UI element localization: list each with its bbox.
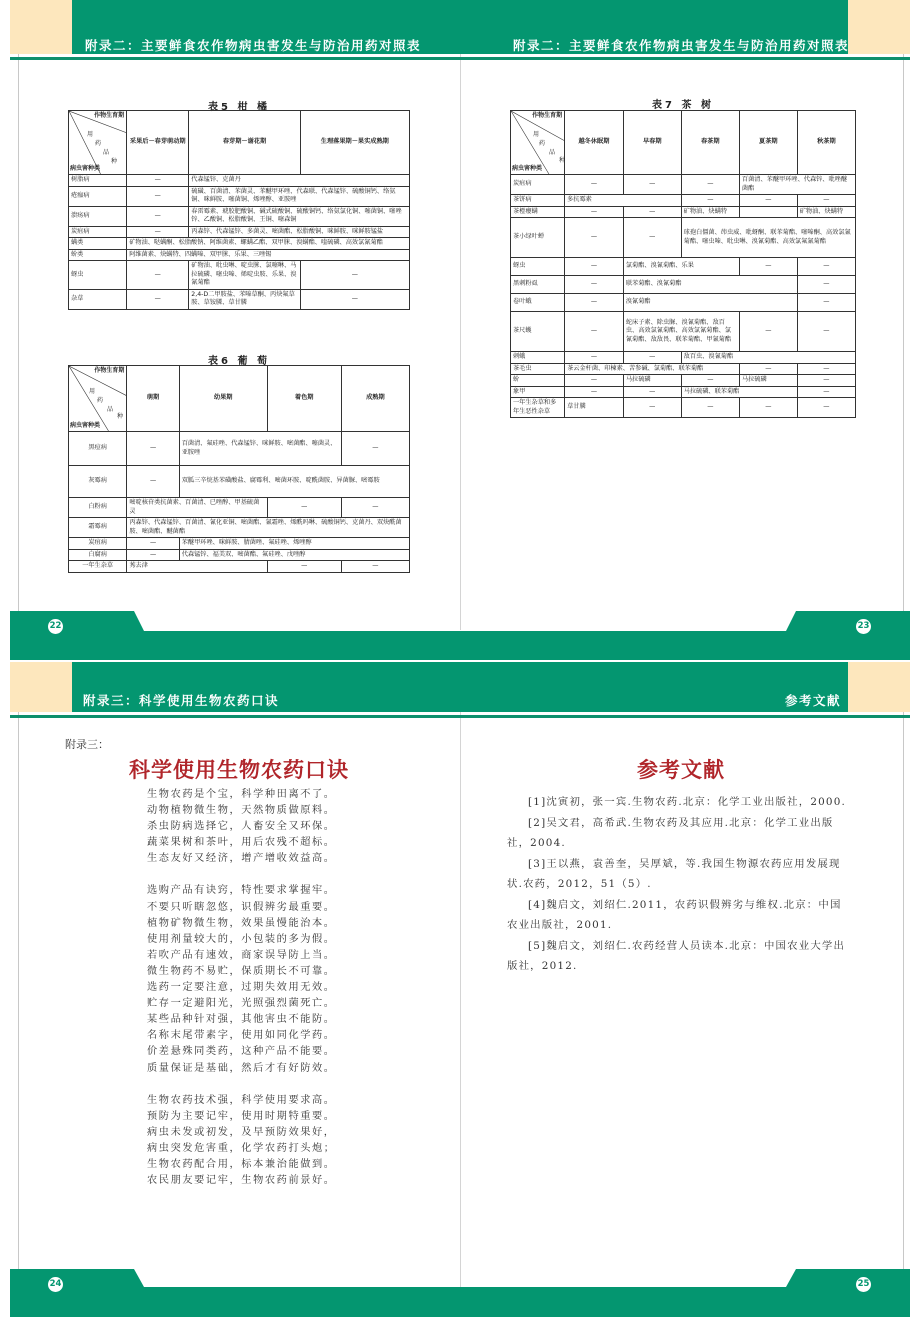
table-row bbox=[511, 352, 856, 364]
table-row bbox=[69, 261, 410, 290]
table7-corner-header bbox=[511, 111, 565, 175]
cell: — bbox=[623, 206, 681, 218]
pest-cell: 黑刺粉虱 bbox=[511, 276, 565, 294]
verse-line: 选药一定要注意，过期失效用无效。 bbox=[147, 982, 336, 994]
cell: — bbox=[565, 218, 624, 258]
cell: — bbox=[797, 398, 855, 418]
cell: — bbox=[267, 561, 341, 573]
cell: — bbox=[797, 276, 855, 294]
cell: — bbox=[565, 276, 624, 294]
verse-line: 选购产品有诀窍，特性要求掌握牢。 bbox=[147, 885, 336, 897]
pest-cell: 蚧 bbox=[511, 375, 565, 387]
pest-cell: 茶尺蠖 bbox=[511, 312, 565, 352]
table-row bbox=[511, 398, 856, 418]
cell: 阿维菌素、炔螨特、四螨嗪、双甲脒、乐果、三唑锡 bbox=[127, 249, 410, 261]
verse-line: 微生物药不易贮，保质期长不可靠。 bbox=[147, 965, 336, 977]
running-header-p25: 参考文献 bbox=[785, 693, 842, 708]
cell: — bbox=[267, 498, 341, 518]
page-number-22: 22 bbox=[48, 619, 63, 634]
cell: 矿物油、吡虫啉、啶虫脒、氯噻啉、马拉硫磷、噻虫嗪、烯啶虫胺、乐果、溴氰菊酯 bbox=[189, 261, 300, 290]
cell: — bbox=[681, 175, 739, 195]
table-row bbox=[69, 498, 410, 518]
cell: — bbox=[127, 186, 189, 206]
page-number-23: 23 bbox=[856, 619, 871, 634]
verse-line: 生物农药是个宝，科学种田离不了。 bbox=[147, 789, 336, 800]
header-cream-block-right bbox=[848, 662, 910, 712]
cell: — bbox=[127, 466, 179, 498]
cell: 矿物油、炔螨特 bbox=[681, 206, 739, 218]
table5-col-header: 采果后－春芽萌动期 bbox=[127, 111, 189, 175]
page-number-25: 25 bbox=[856, 1277, 871, 1292]
cell: — bbox=[739, 363, 797, 375]
pest-cell: 黑痘病 bbox=[69, 432, 127, 466]
table7-col-header: 秋茶期 bbox=[797, 111, 855, 175]
table-row bbox=[69, 206, 410, 226]
cell: 百菌清、苯醚甲环唑、代森锌、吡唑醚菌酯 bbox=[739, 175, 855, 195]
table-row bbox=[69, 538, 410, 550]
verse-line: 使用剂量较大的，小包装的多为假。 bbox=[147, 933, 336, 945]
corner-bottom-label: 病虫害种类 bbox=[512, 164, 543, 172]
reference-item: [2]吴文君，高希武.生物农药及其应用.北京：化学工业出版社，2004. bbox=[507, 816, 834, 849]
table7-title: 表7 茶 树 bbox=[652, 100, 714, 111]
reference-item: [1]沈寅初，张一宾.生物农药.北京：化学工业出版社，2000. bbox=[528, 796, 847, 808]
table-row bbox=[69, 238, 410, 250]
cell: 球孢白僵菌、茚虫威、吡蚜酮、联苯菊酯、噻嗪酮、高效氯氰菊酯、噻虫嗪、吡虫啉、溴氰菊酯、高效氯氟氰菊酯 bbox=[681, 218, 855, 258]
gutter-line bbox=[460, 0, 461, 630]
cell: — bbox=[565, 352, 624, 364]
cell: — bbox=[681, 195, 739, 207]
cell: — bbox=[797, 294, 855, 312]
pest-cell: 疮痂病 bbox=[69, 186, 127, 206]
pest-cell: 螨类 bbox=[69, 238, 127, 250]
verse-line: 生物农药配合用，标本兼治能做到。 bbox=[147, 1158, 336, 1170]
cell: 敌百虫、溴氰菊酯 bbox=[681, 352, 855, 364]
verse-stanza-2 bbox=[147, 883, 336, 1076]
pest-cell: 蚜虫 bbox=[511, 258, 565, 276]
pest-cell: 象甲 bbox=[511, 386, 565, 398]
table-row bbox=[511, 195, 856, 207]
cell: — bbox=[565, 312, 624, 352]
footer-band bbox=[10, 611, 910, 661]
table-row bbox=[69, 249, 410, 261]
cell: 蛇床子素、除虫脲、溴氰菊酯、敌百虫、高效氯氰菊酯、高效氯氰菊酯、氯氰菊酯、敌敌畏、联苯菊酯、甲氰菊酯 bbox=[623, 312, 739, 352]
cell: — bbox=[127, 549, 179, 561]
pest-cell: 树脂病 bbox=[69, 175, 127, 187]
cell: — bbox=[797, 375, 855, 387]
cell: 马拉硫磷 bbox=[623, 375, 681, 387]
verse-line: 蔬菜果树和茶叶，用后农残不超标。 bbox=[147, 837, 336, 849]
corner-mid-label: 品 bbox=[549, 149, 556, 156]
pest-cell: 灰霉病 bbox=[69, 466, 127, 498]
running-header-p22: 附录二：主要鲜食农作物病虫害发生与防治用药对照表 bbox=[85, 38, 422, 53]
cell: — bbox=[127, 538, 179, 550]
cell: — bbox=[739, 312, 797, 352]
table-row bbox=[69, 466, 410, 498]
header-cream-block-left bbox=[10, 0, 72, 54]
table6-col-header: 成熟期 bbox=[341, 366, 409, 432]
cell: — bbox=[797, 386, 855, 398]
cell: — bbox=[739, 398, 797, 418]
cell: — bbox=[341, 561, 409, 573]
pest-cell: 刺蛾 bbox=[511, 352, 565, 364]
cell: — bbox=[623, 398, 681, 418]
cell: 马拉硫磷、联苯菊酯 bbox=[681, 386, 797, 398]
corner-mid-label: 用 bbox=[89, 388, 96, 395]
pest-cell: 炭疽病 bbox=[69, 226, 127, 238]
table7-col-header: 夏茶期 bbox=[739, 111, 797, 175]
reference-item: [5]魏启文，刘绍仁.农药经营人员读本.北京：中国农业大学出版社，2012. bbox=[507, 939, 846, 972]
verse-line: 贮存一定避阳光，光照强烈菌死亡。 bbox=[147, 998, 336, 1010]
table-row bbox=[511, 175, 856, 195]
corner-mid-label: 药 bbox=[95, 140, 102, 147]
table6-grape bbox=[68, 365, 410, 573]
verse-line: 植物矿物微生物，效果虽慢能治本。 bbox=[147, 917, 336, 929]
table-row bbox=[69, 561, 410, 573]
cell: — bbox=[623, 175, 681, 195]
pest-cell: 茶橙瘿螨 bbox=[511, 206, 565, 218]
cell: 多抗霉素 bbox=[565, 195, 682, 207]
running-header-p23: 附录二：主要鲜食农作物病虫害发生与防治用药对照表 bbox=[513, 38, 850, 53]
gutter-line bbox=[460, 662, 461, 1292]
table-row bbox=[69, 175, 410, 187]
verse-line: 农民朋友要记牢，生物农药前景好。 bbox=[147, 1175, 336, 1187]
cell: — bbox=[127, 226, 189, 238]
cell: 草甘膦 bbox=[565, 398, 624, 418]
corner-mid-label: 用 bbox=[87, 131, 94, 138]
cell: — bbox=[565, 294, 624, 312]
cell: — bbox=[127, 206, 189, 226]
table-row bbox=[511, 218, 856, 258]
table7-col-header: 春茶期 bbox=[681, 111, 739, 175]
table-row bbox=[511, 276, 856, 294]
cell: 代森锰锌、克菌丹 bbox=[189, 175, 410, 187]
corner-bottom-label: 病虫害种类 bbox=[70, 421, 101, 429]
pest-cell: 炭疽病 bbox=[511, 175, 565, 195]
pest-cell: 卷叶蛾 bbox=[511, 294, 565, 312]
cell: — bbox=[681, 398, 739, 418]
verse-line: 预防为主要记牢，使用时期特重要。 bbox=[147, 1110, 336, 1122]
verse-line: 质量保证是基础，然后才有好防效。 bbox=[147, 1062, 336, 1074]
pest-cell: 一年生杂草 bbox=[69, 561, 127, 573]
cell: — bbox=[681, 375, 739, 387]
cell: — bbox=[797, 363, 855, 375]
cell: 硫磺、百菌清、苯菌灵、苯醚甲环唑、代森联、代森锰锌、硫酸铜钙、络氨铜、咪鲜胺、噻菌铜、烯唑醇、亚胺唑 bbox=[189, 186, 410, 206]
table-row bbox=[511, 312, 856, 352]
pest-cell: 茶饼病 bbox=[511, 195, 565, 207]
verse-line: 动物植物微生物，天然物质做原料。 bbox=[147, 805, 336, 817]
verse-stanza-3 bbox=[147, 1093, 336, 1190]
appendix-label: 附录三： bbox=[65, 738, 109, 751]
corner-mid-label: 用 bbox=[533, 131, 540, 138]
corner-mid-label: 药 bbox=[539, 140, 546, 147]
table7-tea bbox=[510, 110, 856, 418]
header-rule bbox=[10, 57, 910, 60]
cell: — bbox=[797, 258, 855, 276]
pest-cell: 茶小绿叶蝉 bbox=[511, 218, 565, 258]
corner-top-label: 作物生育期 bbox=[94, 367, 125, 374]
table-row bbox=[511, 363, 856, 375]
cell: — bbox=[623, 386, 681, 398]
pest-cell: 白粉病 bbox=[69, 498, 127, 518]
reference-item: [3]王以燕，袁善奎，吴厚斌，等.我国生物源农药应用发展现状.农药，2012，51（5）. bbox=[507, 857, 841, 890]
verse-line: 名称末尾带素字，使用如同化学药。 bbox=[147, 1030, 336, 1042]
table6-col-header: 着色期 bbox=[267, 366, 341, 432]
cell: 莠去津 bbox=[127, 561, 267, 573]
cell: 双胍三辛烷基苯磺酸盐、腐霉利、嘧菌环胺、啶酰菌胺、异菌脲、嘧霉胺 bbox=[179, 466, 409, 498]
header-rule bbox=[10, 715, 910, 718]
table5-title: 表5 柑 橘 bbox=[208, 102, 270, 113]
cell: — bbox=[300, 261, 409, 290]
cell: 茶云金杆菌、印楝素、苦参碱、氯菊酯、联苯菊酯 bbox=[565, 363, 740, 375]
pest-cell: 霜霉病 bbox=[69, 518, 127, 538]
cell: 矿物油、炔螨特 bbox=[797, 206, 855, 218]
verse-stanza-1 bbox=[147, 787, 336, 867]
cell: — bbox=[127, 432, 179, 466]
cell: — bbox=[739, 258, 797, 276]
cell: — bbox=[565, 386, 624, 398]
spread-pages-24-25 bbox=[0, 662, 920, 1324]
table7-col-header: 早春期 bbox=[623, 111, 681, 175]
corner-mid-label: 种 bbox=[111, 158, 118, 165]
verse-line: 病虫未发或初发，及早预防效果好， bbox=[147, 1126, 336, 1138]
page-title-p24: 科学使用生物农药口诀 bbox=[129, 757, 349, 782]
footer-band bbox=[10, 1269, 910, 1319]
table5-col-header: 生理落果期－果实成熟期 bbox=[300, 111, 409, 175]
cell: — bbox=[623, 352, 681, 364]
verse-line: 价差悬殊同类药，这种产品不能要。 bbox=[147, 1046, 336, 1058]
running-header-p24: 附录三：科学使用生物农药口诀 bbox=[83, 693, 280, 708]
verse-line: 不要只听瞎忽悠，识假辨劣最重要。 bbox=[147, 901, 336, 913]
cell: — bbox=[565, 258, 624, 276]
cell: — bbox=[127, 175, 189, 187]
table5-col-header: 春芽期－谢花期 bbox=[189, 111, 300, 175]
cell: — bbox=[127, 289, 189, 309]
verse-block bbox=[147, 787, 336, 1205]
cell: — bbox=[565, 375, 624, 387]
table-row bbox=[69, 289, 410, 309]
cell: — bbox=[623, 218, 681, 258]
cell: 2,4-D二甲胺盐、苯嗪草酮、丙炔氟草胺、草铵膦、草甘膦 bbox=[189, 289, 300, 309]
table-row bbox=[511, 386, 856, 398]
cell: 丙森锌、代森锰锌、多菌灵、嘧菌酯、松脂酸铜、咪鲜胺、咪鲜胺锰盐 bbox=[189, 226, 410, 238]
cell: 矿物油、哒螨酮、松脂酸钠、阿维菌素、螺螨乙酯、双甲脒、溴螨酯、喹硫磷、高效氯氰菊酯 bbox=[127, 238, 410, 250]
table-row bbox=[511, 294, 856, 312]
table-row bbox=[69, 186, 410, 206]
corner-mid-label: 品 bbox=[103, 149, 110, 156]
cell: 马拉硫磷 bbox=[739, 375, 797, 387]
cell: — bbox=[341, 498, 409, 518]
cell: — bbox=[341, 432, 409, 466]
cell: 联苯菊酯、溴氰菊酯 bbox=[623, 276, 797, 294]
verse-line: 生物农药技术强，科学使用要求高。 bbox=[147, 1094, 336, 1106]
table5-citrus bbox=[68, 110, 410, 310]
verse-line: 杀虫防病选择它，人畜安全又环保。 bbox=[147, 821, 336, 833]
corner-bottom-label: 病虫害种类 bbox=[70, 164, 101, 172]
reference-list bbox=[507, 792, 847, 977]
table-row bbox=[69, 518, 410, 538]
corner-mid-label: 药 bbox=[97, 397, 104, 404]
verse-line: 病虫突发危害重，化学农药打头炮； bbox=[147, 1142, 336, 1154]
cell: — bbox=[797, 195, 855, 207]
table-row bbox=[69, 226, 410, 238]
table-row bbox=[511, 258, 856, 276]
cell: — bbox=[127, 261, 189, 290]
pest-cell: 蚜虫 bbox=[69, 261, 127, 290]
cell: 氯菊酯、溴氰菊酯、乐果 bbox=[623, 258, 739, 276]
cell: 丙森锌、代森锰锌、百菌清、氰化亚铜、嘧菌酯、氰霜唑、烯酰吗啉、硫酸铜钙、克菌丹、双炔酰菌胺、嘧菌酯、醚菌酯 bbox=[127, 518, 410, 538]
header-cream-block-left bbox=[10, 662, 72, 712]
pest-cell: 蚧类 bbox=[69, 249, 127, 261]
spread-pages-22-23 bbox=[0, 0, 920, 662]
page-number-24: 24 bbox=[48, 1277, 63, 1292]
pest-cell: 白腐病 bbox=[69, 549, 127, 561]
pest-cell: 溃疡病 bbox=[69, 206, 127, 226]
reference-item: [4]魏启文，刘绍仁.2011，农药识假辨劣与维权.北京：中国农业出版社，2001. bbox=[507, 898, 842, 931]
cell: 百菌清、氟硅唑、代森锰锌、咪鲜胺、嘧菌酯、噻菌灵、亚胺唑 bbox=[179, 432, 341, 466]
cell bbox=[739, 206, 797, 218]
pest-cell: 炭疽病 bbox=[69, 538, 127, 550]
corner-mid-label: 品 bbox=[107, 406, 114, 413]
verse-line: 若吹产品有速效，商家误导防上当。 bbox=[147, 949, 336, 961]
table6-title: 表6 葡 萄 bbox=[208, 356, 270, 367]
table7-col-header: 越冬休眠期 bbox=[565, 111, 624, 175]
pest-cell: 茶毛虫 bbox=[511, 363, 565, 375]
table-row bbox=[511, 375, 856, 387]
cell: — bbox=[300, 289, 409, 309]
pest-cell: 杂草 bbox=[69, 289, 127, 309]
cell: 嘧啶核苷类抗菌素、百菌清、已唑醇、甲基硫菌灵 bbox=[127, 498, 267, 518]
cell: 苯醚甲环唑、咪鲜胺、腈菌唑、氟硅唑、烯唑醇 bbox=[179, 538, 409, 550]
corner-top-label: 作物生育期 bbox=[94, 112, 125, 119]
table5-corner-header bbox=[69, 111, 127, 175]
verse-line: 生态友好又经济，增产增收效益高。 bbox=[147, 853, 336, 865]
cell: — bbox=[797, 312, 855, 352]
cell: 溴氰菊酯 bbox=[623, 294, 797, 312]
cell: 代森锰锌、福美双、嘧菌酯、氟硅唑、戊唑醇 bbox=[179, 549, 409, 561]
table6-corner-header bbox=[69, 366, 127, 432]
pest-cell: 一年生杂草和多年生恶性杂草 bbox=[511, 398, 565, 418]
cell: 春雷霉素、琥胶肥酸铜、碱式硫酸铜、硫酸铜钙、络氨氯化铜、噻菌铜、噻唑锌、乙酸铜、松脂酸铜、王铜、噻森铜 bbox=[189, 206, 410, 226]
cell: — bbox=[565, 206, 624, 218]
table6-col-header: 幼果期 bbox=[179, 366, 267, 432]
corner-top-label: 作物生育期 bbox=[532, 112, 563, 119]
cell: — bbox=[739, 195, 797, 207]
table-row bbox=[69, 432, 410, 466]
table6-col-header: 萌期 bbox=[127, 366, 179, 432]
table-row bbox=[69, 549, 410, 561]
verse-line: 某些品种针对强，其他害虫不能防。 bbox=[147, 1014, 336, 1026]
cell: — bbox=[565, 175, 624, 195]
page-title-p25: 参考文献 bbox=[637, 757, 725, 782]
corner-mid-label: 种 bbox=[559, 157, 566, 164]
corner-mid-label: 种 bbox=[117, 413, 124, 420]
header-cream-block-right bbox=[848, 0, 910, 54]
table-row bbox=[511, 206, 856, 218]
